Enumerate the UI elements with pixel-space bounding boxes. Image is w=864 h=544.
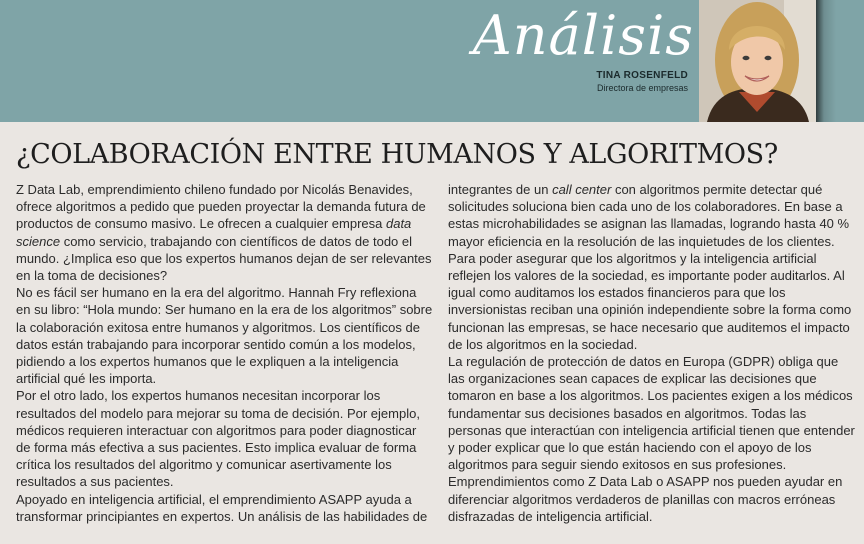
article-column-right xyxy=(448,181,856,525)
article-column-left xyxy=(16,181,434,525)
article-paragraph: Apoyado en inteligencia artificial, el emprendimiento ASAPP ayuda a transformar principiantes en expertos. Un análisis de las habilidades de xyxy=(16,491,428,524)
portrait-illustration xyxy=(699,0,816,122)
author-portrait xyxy=(699,0,816,122)
section-title: Análisis xyxy=(472,4,694,67)
article-paragraph: integrantes de un call center con algoritmos permite detectar qué solicitudes soluciona bien cada uno de los colaboradores. En base a estas microhabilidades se asignan las llamadas, logrando hasta 40 % mayor eficiencia en la resolución de las inquietudes de los clientes. xyxy=(448,182,850,249)
page-edge xyxy=(816,0,864,122)
article-paragraph: Por el otro lado, los expertos humanos necesitan incorporar los resultados del modelo para mejorar su toma de decisión. Por ejemplo, médicos requieren interactuar con algoritmos para poder diagnosticar de forma más efectiva a sus pacientes. Esto implica evaluar de forma crítica los resultados del algoritmo y comunicar asertivamente los resultados a sus pacientes. xyxy=(16,388,420,490)
article-headline: ¿COLABORACIÓN ENTRE HUMANOS Y ALGORITMOS? xyxy=(16,139,778,170)
article-paragraph: La regulación de protección de datos en Europa (GDPR) obliga que las organizaciones sean capaces de explicar las decisiones que tomaron en base a los algoritmos. Los pacientes exigen a los médicos fundamentar sus decisiones basados en algoritmos. Todas las personas que interactúan con inteligencia artificial tienen que entender y poder explicar que lo que están haciendo con el apoyo de los algoritmos para seguir siendo exitosos en sus profesiones. Emprendimientos como Z Data Lab o ASAPP nos pueden ayudar en diferenciar algoritmos verdaderos de planillas con macros erróneas disfrazadas de inteligencia artificial. xyxy=(448,354,855,524)
article-paragraph: Z Data Lab, emprendimiento chileno fundado por Nicolás Benavides, ofrece algoritmos a pedido que pueden proyectar la demanda futura de productos de consumo masivo. Le ofrecen a cualquier empresa data science como servicio, trabajando con científicos de datos de todo el mundo. ¿Implica eso que los expertos humanos dejan de ser relevantes en la toma de decisiones? xyxy=(16,182,432,284)
author-name: TINA ROSENFELD xyxy=(596,70,688,81)
article-paragraph: Para poder asegurar que los algoritmos y la inteligencia artificial reflejen los valores de la sociedad, es importante poder auditarlos. Al igual como auditamos los estados financieros para que los inversionistas reciban una opinión independiente sobre la forma como funcionan las empresas, se hace necesario que auditemos el impacto de los algoritmos en la sociedad. xyxy=(448,250,852,352)
article-paragraph: No es fácil ser humano en la era del algoritmo. Hannah Fry reflexiona en su libro: “Hola mundo: Ser humano en la era de los algoritmos” sobre la colaboración exitosa entre humanos y algoritmos. Los científicos de datos están trabajando para incorporar sentido común a los modelos, pidiendo a los expertos humanos que le expliquen a la inteligencia artificial qué les importa. xyxy=(16,285,433,387)
author-role: Directora de empresas xyxy=(596,83,688,93)
